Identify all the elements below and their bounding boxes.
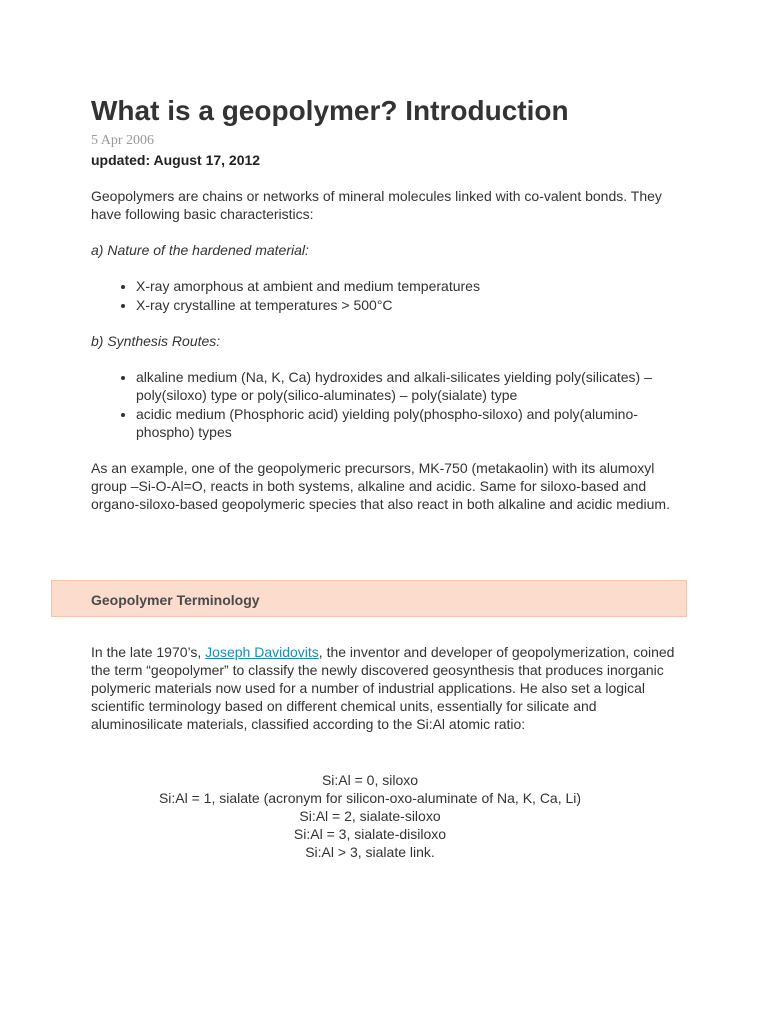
section-b-list	[91, 368, 691, 441]
list-item: • alkaline medium (Na, K, Ca) hydroxides and alkali-silicates yielding poly(silicates) – poly(siloxo) type or poly(silico-aluminates) – poly(sialate) type	[136, 368, 691, 404]
ratio-list	[91, 771, 649, 861]
terminology-heading: Geopolymer Terminology	[91, 592, 260, 608]
updated-date: updated: August 17, 2012	[91, 152, 261, 168]
ratio-line: Si:Al > 3, sialate link.	[305, 844, 435, 860]
list-item: • acidic medium (Phosphoric acid) yielding poly(phospho-siloxo) and poly(alumino-phospho) types	[136, 405, 691, 441]
list-item: • X-ray crystalline at temperatures > 500°C	[136, 296, 691, 314]
ratio-line: Si:Al = 1, sialate (acronym for silicon-oxo-aluminate of Na, K, Ca, Li)	[158, 790, 582, 806]
section-a-heading: a) Nature of the hardened material:	[91, 242, 309, 258]
list-item: • X-ray amorphous at ambient and medium temperatures	[136, 277, 691, 295]
intro-paragraph: Geopolymers are chains or networks of mineral molecules linked with co-valent bonds. They have following basic characteristics:	[91, 188, 662, 222]
publish-date: 5 Apr 2006	[91, 133, 154, 148]
article-body	[91, 92, 691, 513]
section-a-list	[91, 277, 691, 314]
paragraph-text: In the late 1970’s,	[91, 644, 206, 660]
joseph-davidovits-link[interactable]: Joseph Davidovits	[205, 644, 319, 660]
ratio-line: Si:Al = 0, siloxo	[321, 772, 419, 788]
ratio-line: Si:Al = 3, sialate-disiloxo	[293, 826, 447, 842]
terminology-paragraph	[91, 643, 691, 733]
ratio-line: Si:Al = 2, sialate-siloxo	[299, 808, 441, 824]
terminology-heading-box	[51, 580, 687, 617]
paragraph-text: , the inventor and developer of geopolymerization, coined the term “geopolymer” to classify the newly discovered geosynthesis that produces inorganic polymeric materials now used for a number of industrial applications. He also set a logical scientific terminology based on different chemical units, essentially for silicate and aluminosilicate materials, classified according to the Si:Al atomic ratio:	[91, 644, 675, 732]
section-b-heading: b) Synthesis Routes:	[91, 333, 221, 349]
example-paragraph: As an example, one of the geopolymeric precursors, MK-750 (metakaolin) with its alumoxyl group –Si-O-Al=O, reacts in both systems, alkaline and acidic. Same for siloxo-based and organo-siloxo-based geopolymeric species that also react in both alkaline and acidic medium.	[91, 460, 670, 512]
article-title: What is a geopolymer? Introduction	[91, 95, 569, 126]
